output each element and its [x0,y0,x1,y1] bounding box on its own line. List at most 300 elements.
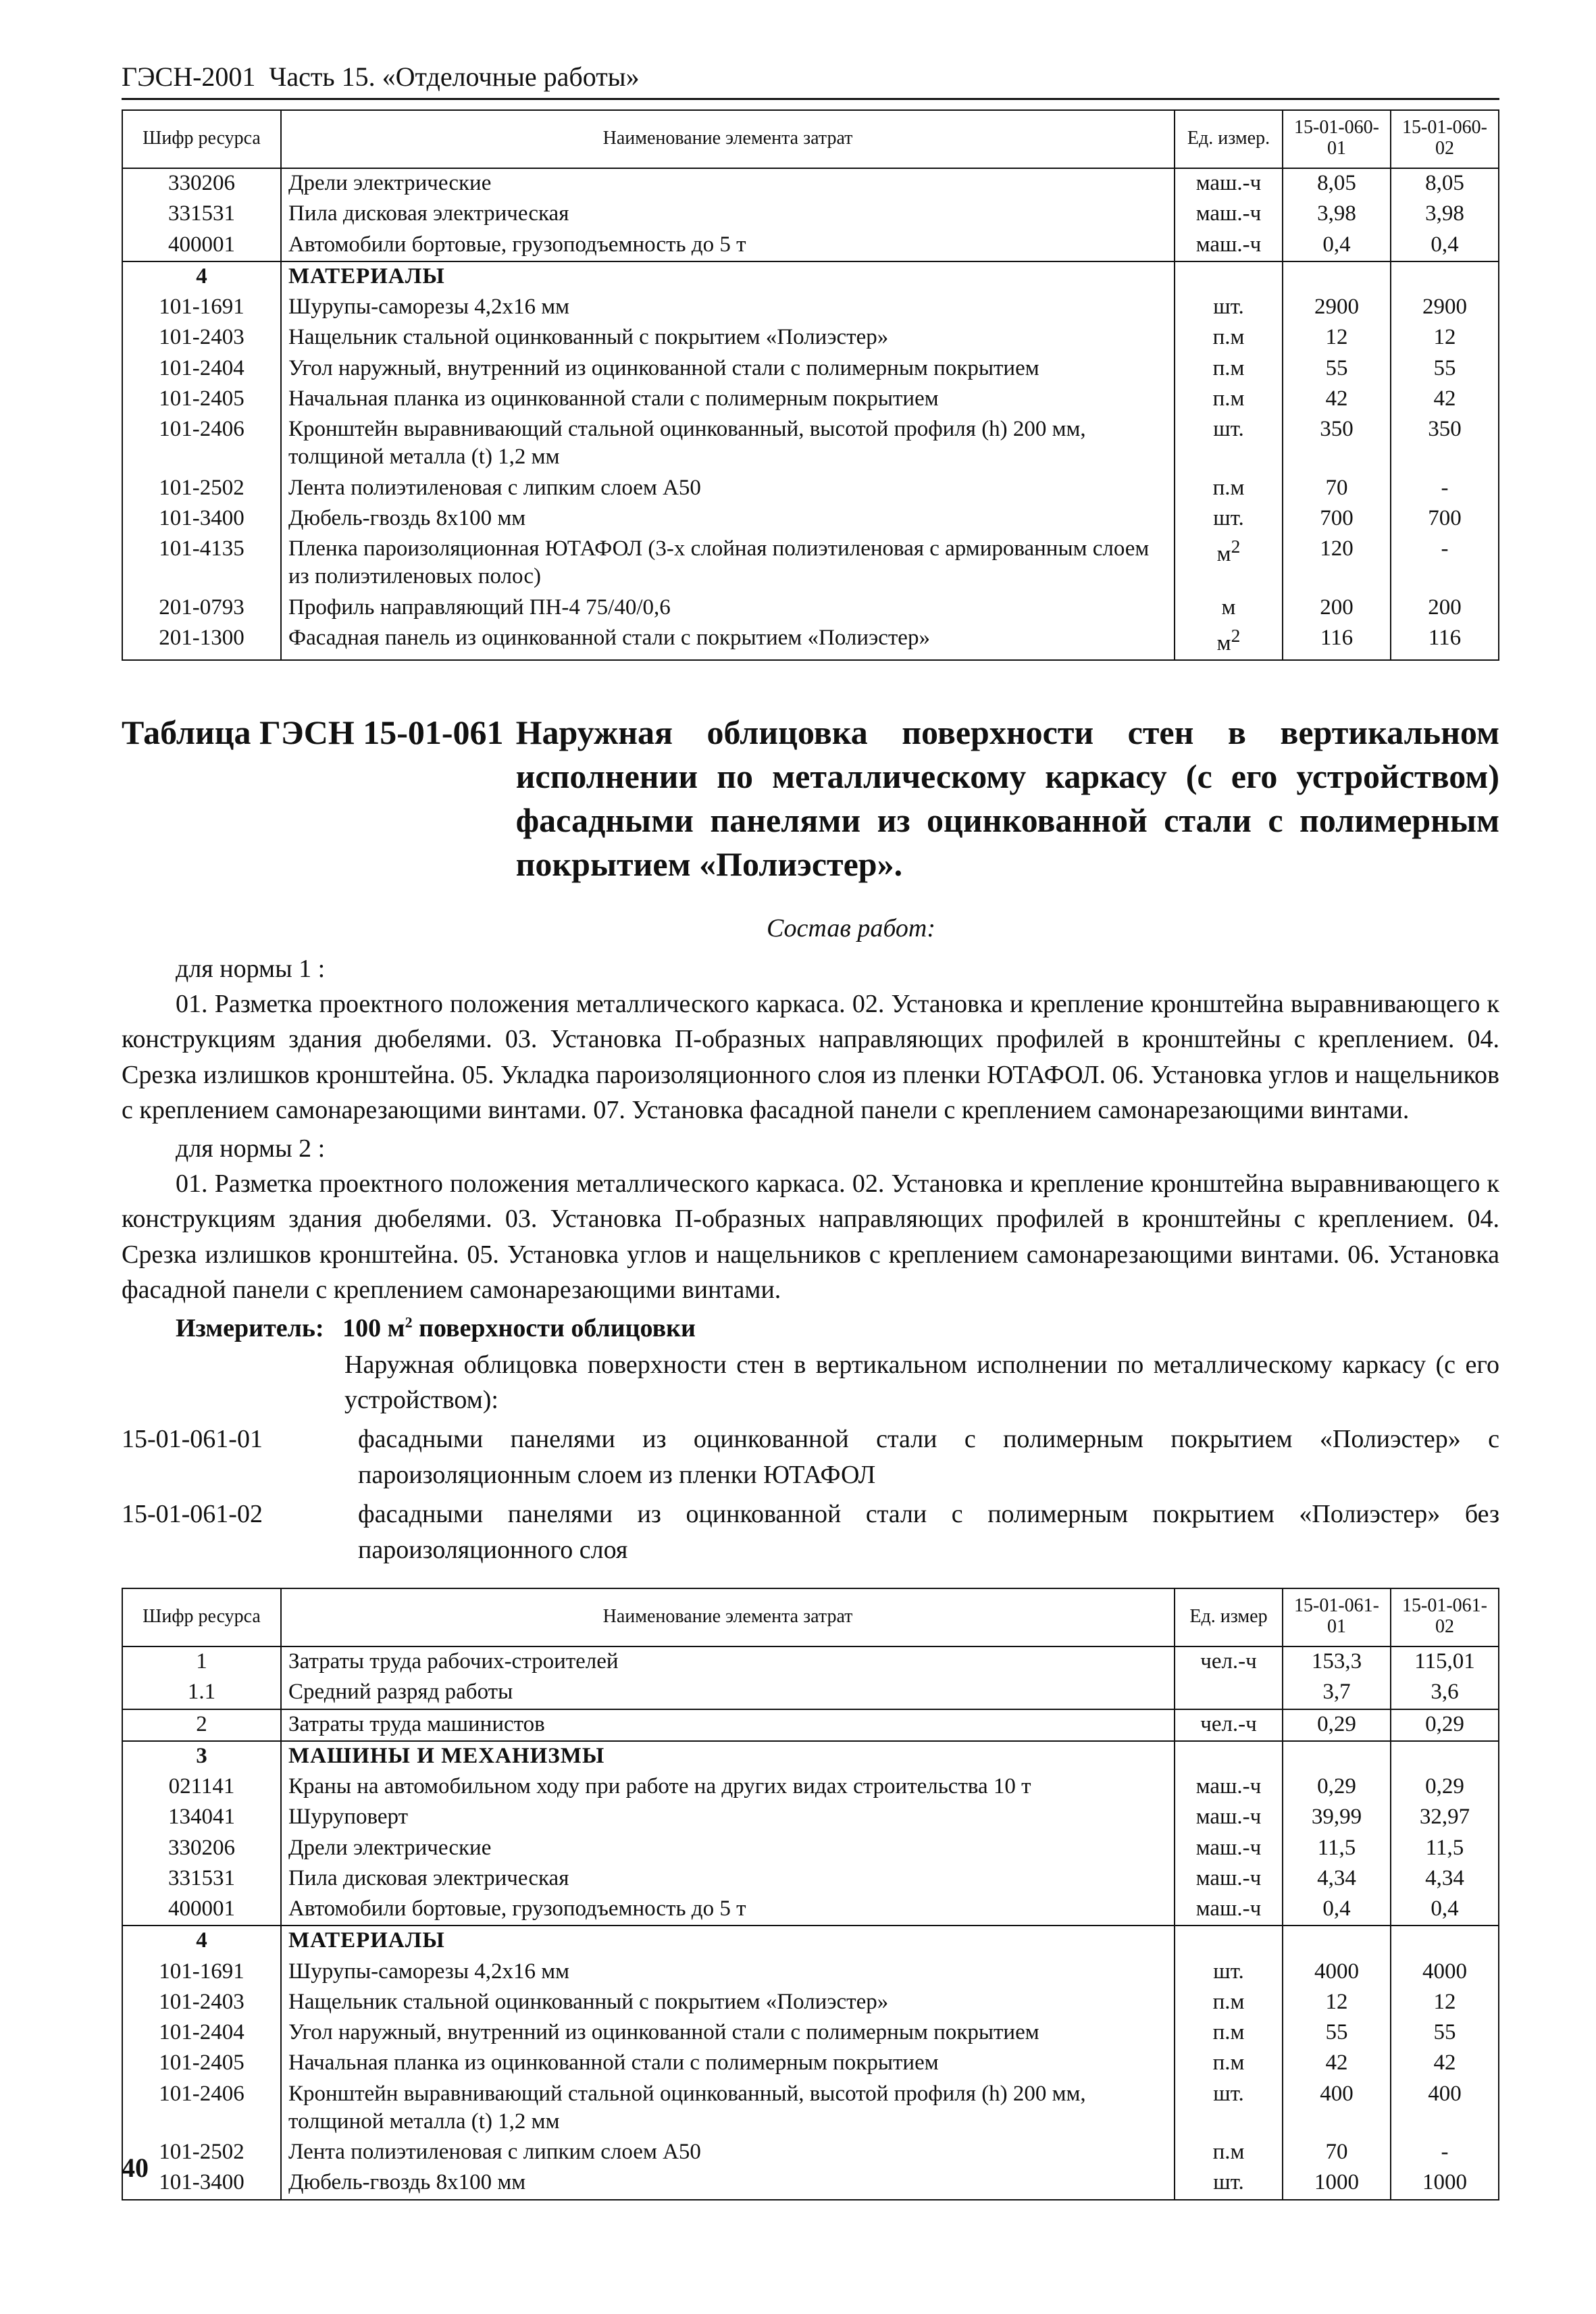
cell-name-text: МАШИНЫ И МЕХАНИЗМЫ [288,1743,605,1768]
cell-code [122,1957,281,1988]
cell-unit-text: маш.-ч [1195,1774,1262,1799]
cell-norm-1 [1283,2080,1391,2138]
cell-name-text: Пила дисковая электрическая [288,1865,569,1890]
table-row [122,1772,1499,1803]
measurer [176,1313,1499,1343]
cell-name [281,1926,1175,1957]
table-header-row [122,1588,1499,1646]
norm-2-text: 01. Разметка проектного положения металлического каркаса. 02. Установка и крепление кронштейна выравнивающего к конструкциям здания дюбелями. 03. Установка П-образных направляющих профилей в кронштейны с креплением. 04. Срезка излишков кронштейна. 05. Установка углов и нащельников с креплением самонарезающими винтами. 06. Установка фасадной панели с креплением самонарезающими винтами. [122,1169,1499,1305]
cell-code [122,1803,281,1833]
cell-name-text: Дюбель-гвоздь 8x100 мм [288,2170,526,2195]
cell-unit-text: м [1216,630,1231,655]
cell-unit-text: п.м [1212,2051,1245,2076]
cell-name [281,1709,1175,1741]
cell-unit-text: п.м [1212,2140,1245,2165]
cell-norm-1 [1283,168,1391,199]
unit-superscript: 2 [1231,536,1241,557]
cell-unit [1175,593,1283,624]
measurer-value: 100 м [342,1313,405,1342]
cell-name [281,2048,1175,2079]
cell-norm-1 [1283,534,1391,593]
norm-1-text: 01. Разметка проектного положения металлического каркаса. 02. Установка и крепление кронштейна выравнивающего к конструкциям здания дюбелями. 03. Установка П-образных направляющих профилей в кронштейны с креплением. 04. Срезка излишков кронштейна. 05. Укладка пароизоляционного слоя из пленки ЮТАФОЛ. 06. Установка углов и нащельников с креплением самонарезающими винтами. 07. Установка фасадной панели с креплением самонарезающими винтами. [122,990,1499,1125]
cell-norm-2-text: 12 [1433,325,1456,350]
cell-name [281,1678,1175,1709]
cell-unit-text: шт. [1213,417,1244,441]
header-code: ГЭСН-2001 [122,61,256,92]
cell-norm-2 [1391,230,1499,261]
cell-code-text: 101-2404 [159,2020,244,2045]
cell-name-text: Лента полиэтиленовая с липким слоем А50 [288,475,701,500]
cell-norm-2-text: 8,05 [1425,171,1464,195]
cell-norm-2-text: 3,98 [1425,201,1464,226]
cell-norm-2-text: 11,5 [1425,1835,1464,1860]
cell-unit [1175,624,1283,660]
cell-unit-text: п.м [1212,1989,1245,2014]
resource-table-1 [122,109,1499,661]
composition-caption: Состав работ: [766,914,936,942]
resource-table-2 [122,1588,1499,2200]
cell-unit [1175,504,1283,534]
cell-norm-1-text: 39,99 [1311,1805,1362,1830]
cell-code [122,323,281,353]
cell-norm-2 [1391,384,1499,415]
cell-unit-text: п.м [1212,325,1245,350]
cell-norm-2 [1391,1741,1499,1772]
cell-norm-2-text: 1000 [1422,2170,1467,2195]
cell-norm-2-text: 3,6 [1431,1680,1459,1705]
cell-code-text: 021141 [168,1774,235,1799]
cell-name [281,534,1175,593]
table-row [122,474,1499,504]
col-header-code: Шифр ресурса [122,1588,281,1646]
cell-code [122,1864,281,1894]
cell-unit [1175,323,1283,353]
cell-unit [1175,1709,1283,1741]
page-number: 40 [122,2153,149,2183]
cell-unit [1175,415,1283,474]
cell-name-text: Профиль направляющий ПН-4 75/40/0,6 [288,595,671,620]
cell-name [281,354,1175,384]
cell-unit-text: маш.-ч [1195,171,1262,195]
cell-norm-2 [1391,534,1499,593]
cell-unit-text: чел.-ч [1200,1711,1257,1736]
table-row [122,504,1499,534]
cell-norm-2 [1391,1709,1499,1741]
table-row [122,293,1499,323]
cell-name [281,2018,1175,2048]
cell-norm-2 [1391,1678,1499,1709]
cell-norm-1-text: 70 [1325,2140,1348,2165]
cell-norm-1-text: 0,4 [1322,232,1351,257]
cell-norm-2 [1391,1803,1499,1833]
cell-name [281,199,1175,230]
cell-code [122,593,281,624]
cell-norm-2-text: 116 [1428,625,1462,650]
cell-norm-2 [1391,261,1499,293]
cell-name-text: Начальная планка из оцинкованной стали с полимерным покрытием [288,386,939,411]
cell-code-text: 400001 [168,232,235,257]
cell-name [281,2138,1175,2168]
cell-name-text: Начальная планка из оцинкованной стали с полимерным покрытием [288,2051,939,2076]
cell-unit-text: п.м [1212,2020,1245,2045]
cell-code-text: 330206 [168,171,235,195]
cell-norm-1-text: 4000 [1314,1959,1359,1984]
cell-norm-1-text: 42 [1325,386,1348,411]
table-row [122,1894,1499,1926]
cell-norm-1 [1283,2168,1391,2199]
cell-code-text: 101-3400 [159,505,244,530]
cell-unit-text: п.м [1212,355,1245,380]
cell-name [281,1803,1175,1833]
cell-unit-text: м [1216,542,1231,566]
cell-name [281,1646,1175,1678]
table-header-row [122,110,1499,168]
cell-name [281,1894,1175,1926]
table-row [122,624,1499,660]
cell-name-text: МАТЕРИАЛЫ [288,263,445,288]
cell-norm-1-text: 350 [1320,417,1354,441]
table-title [122,711,1499,886]
cell-norm-1 [1283,1926,1391,1957]
cell-norm-1-text: 42 [1325,2051,1348,2076]
cell-norm-2 [1391,504,1499,534]
cell-code [122,2018,281,2048]
cell-norm-2-text: 12 [1433,1989,1456,2014]
cell-norm-1-text: 116 [1320,625,1354,650]
cell-norm-2-text: 4000 [1422,1959,1467,1984]
cell-norm-1 [1283,354,1391,384]
cell-unit-text: шт. [1213,505,1244,530]
cell-name-text: Кронштейн выравнивающий стальной оцинкованный, высотой профиля (h) 200 мм, толщиной металла (t) 1,2 мм [288,2081,1086,2134]
cell-code [122,504,281,534]
cell-unit [1175,1741,1283,1772]
cell-norm-1 [1283,1894,1391,1926]
cell-unit-text: п.м [1212,386,1245,411]
cell-name-text: Дюбель-гвоздь 8x100 мм [288,505,526,530]
cell-norm-2 [1391,1957,1499,1988]
table-row [122,593,1499,624]
cell-norm-1 [1283,1741,1391,1772]
col-header-norm-1: 15-01-061-01 [1283,1588,1391,1646]
table-row [122,354,1499,384]
cell-code [122,384,281,415]
cell-unit-text: шт. [1213,2081,1244,2106]
cell-norm-2 [1391,474,1499,504]
cell-code [122,534,281,593]
cell-unit-text: шт. [1213,1959,1244,1984]
cell-norm-1 [1283,1646,1391,1678]
cell-code [122,199,281,230]
cell-norm-2 [1391,2048,1499,2079]
cell-norm-2-text: 350 [1428,417,1462,441]
cell-name-text: Нащельник стальной оцинкованный с покрытием «Полиэстер» [288,325,889,350]
cell-norm-1 [1283,504,1391,534]
cell-code-text: 101-2406 [159,2081,244,2106]
col-header-code: Шифр ресурса [122,110,281,168]
measurer-label: Измеритель: [176,1313,324,1342]
table-row [122,2168,1499,2199]
cell-code-text: 101-2403 [159,1989,244,2014]
cell-code [122,1646,281,1678]
cell-code-text: 101-1691 [159,1959,244,1984]
cell-norm-1 [1283,261,1391,293]
cell-name-text: Дрели электрические [288,171,492,195]
document-page [122,61,1499,2200]
table-row [122,1988,1499,2018]
col-header-name: Наименование элемента затрат [281,110,1175,168]
cell-unit-text: п.м [1212,475,1245,500]
cell-norm-1 [1283,1834,1391,1864]
cell-code-text: 101-2406 [159,417,244,441]
cell-norm-2-text: 55 [1433,355,1456,380]
cell-name-text: Угол наружный, внутренний из оцинкованной стали с полимерным покрытием [288,355,1039,380]
cell-name [281,504,1175,534]
cell-code [122,1772,281,1803]
cell-code [122,1988,281,2018]
table-row [122,534,1499,593]
cell-norm-1-text: 700 [1320,505,1354,530]
cell-norm-1-text: 70 [1325,475,1348,500]
cell-name-text: Автомобили бортовые, грузоподъемность до 5 т [288,232,746,257]
header-part: Часть 15. «Отделочные работы» [269,61,640,92]
cell-norm-2-text: 200 [1428,595,1462,620]
cell-norm-1 [1283,1709,1391,1741]
cell-code-text: 1.1 [187,1680,216,1705]
cell-name [281,415,1175,474]
cell-unit [1175,168,1283,199]
cell-norm-2 [1391,323,1499,353]
cell-name [281,2080,1175,2138]
cell-name-text: Пленка пароизоляционная ЮТАФОЛ (3-х слойная полиэтиленовая с армированным слоем из полиэтиленовых полос) [288,536,1150,589]
cell-norm-1-text: 55 [1325,355,1348,380]
cell-name [281,474,1175,504]
variant-text: фасадными панелями из оцинкованной стали с полимерным покрытием «Полиэстер» с пароизоляционным слоем из пленки ЮТАФОЛ [358,1425,1499,1489]
cell-name [281,261,1175,293]
cell-name-text: Дрели электрические [288,1835,492,1860]
cell-name-text: Нащельник стальной оцинкованный с покрытием «Полиэстер» [288,1989,889,2014]
table-section-row [122,1926,1499,1957]
cell-name [281,1772,1175,1803]
cell-norm-1-text: 8,05 [1317,171,1356,195]
col-header-norm-1: 15-01-060-01 [1283,110,1391,168]
cell-name-text: Лента полиэтиленовая с липким слоем А50 [288,2140,701,2165]
cell-norm-1 [1283,1772,1391,1803]
cell-name-text: Фасадная панель из оцинкованной стали с покрытием «Полиэстер» [288,625,930,650]
cell-norm-2 [1391,2168,1499,2199]
cell-name [281,230,1175,261]
cell-code [122,1741,281,1772]
cell-norm-1 [1283,1864,1391,1894]
cell-norm-2-text: 55 [1433,2020,1456,2045]
cell-norm-2-text: 0,4 [1431,232,1459,257]
cell-unit-text: м [1221,595,1236,620]
variant-item [122,1496,1499,1567]
cell-norm-1 [1283,1988,1391,2018]
table-row [122,1646,1499,1678]
cell-code-text: 331531 [168,1865,235,1890]
cell-unit [1175,474,1283,504]
cell-unit [1175,1803,1283,1833]
cell-name [281,2168,1175,2199]
cell-name [281,323,1175,353]
cell-norm-2 [1391,1988,1499,2018]
cell-code [122,1894,281,1926]
cell-code-text: 331531 [168,201,235,226]
unit-superscript: 2 [1231,624,1241,646]
cell-unit-text: маш.-ч [1195,232,1262,257]
cell-norm-1 [1283,2018,1391,2048]
table-row [122,199,1499,230]
cell-unit [1175,1864,1283,1894]
cell-norm-1 [1283,2048,1391,2079]
cell-norm-2 [1391,293,1499,323]
cell-norm-1-text: 55 [1325,2020,1348,2045]
cell-unit [1175,2138,1283,2168]
table-row [122,2080,1499,2138]
cell-norm-2 [1391,1926,1499,1957]
variant-code: 15-01-061-02 [122,1500,263,1529]
cell-unit [1175,293,1283,323]
table-section-row [122,261,1499,293]
cell-norm-1 [1283,593,1391,624]
cell-unit-text: маш.-ч [1195,1865,1262,1890]
cell-code-text: 201-0793 [159,595,244,620]
col-header-norm-2: 15-01-060-02 [1391,110,1499,168]
cell-norm-1-text: 3,7 [1322,1680,1351,1705]
cell-norm-1-text: 2900 [1314,295,1359,319]
cell-norm-1 [1283,230,1391,261]
cell-unit [1175,1772,1283,1803]
variants-intro: Наружная облицовка поверхности стен в вертикальном исполнении по металлическому каркасу (с его устройством): [344,1350,1499,1414]
cell-norm-1 [1283,323,1391,353]
table-row [122,1957,1499,1988]
col-header-norm-2: 15-01-061-02 [1391,1588,1499,1646]
cell-code-text: 101-2502 [159,475,244,500]
cell-code-text: 4 [196,263,207,288]
cell-code-text: 101-3400 [159,2170,244,2195]
cell-unit [1175,1988,1283,2018]
cell-unit [1175,1646,1283,1678]
cell-name [281,1741,1175,1772]
table-row [122,1803,1499,1833]
cell-norm-1 [1283,199,1391,230]
cell-norm-2 [1391,415,1499,474]
variant-item [122,1422,1499,1492]
cell-norm-1-text: 153,3 [1311,1649,1362,1674]
running-head [122,61,1499,100]
table-row [122,384,1499,415]
cell-unit [1175,2080,1283,2138]
cell-code-text: 400001 [168,1896,235,1921]
norm-2-label: для нормы 2 : [176,1134,326,1163]
cell-norm-1 [1283,474,1391,504]
col-header-unit: Ед. измер [1175,1588,1283,1646]
cell-code [122,2080,281,2138]
cell-code [122,354,281,384]
cell-code-text: 2 [196,1711,207,1736]
cell-norm-1-text: 12 [1325,325,1348,350]
cell-unit [1175,2048,1283,2079]
cell-unit [1175,384,1283,415]
cell-norm-2-text: 32,97 [1419,1805,1470,1830]
cell-norm-2 [1391,199,1499,230]
cell-name-text: Шурупы-саморезы 4,2x16 мм [288,1959,570,1984]
cell-name-text: Угол наружный, внутренний из оцинкованной стали с полимерным покрытием [288,2020,1039,2045]
table-row [122,323,1499,353]
table-body [122,168,1499,660]
cell-norm-2-text: - [1441,536,1449,561]
cell-norm-2 [1391,1864,1499,1894]
cell-norm-2-text: 4,34 [1425,1865,1464,1890]
cell-name-text: Пила дисковая электрическая [288,201,569,226]
cell-unit [1175,354,1283,384]
table-row [122,1709,1499,1741]
cell-norm-1-text: 0,29 [1317,1774,1356,1799]
cell-code [122,168,281,199]
cell-code-text: 101-2502 [159,2140,244,2165]
cell-unit [1175,261,1283,293]
cell-name-text: Средний разряд работы [288,1680,513,1705]
cell-name-text: Шурупы-саморезы 4,2x16 мм [288,295,570,319]
cell-norm-2 [1391,2080,1499,2138]
cell-norm-2 [1391,2018,1499,2048]
cell-norm-1 [1283,293,1391,323]
cell-norm-2 [1391,2138,1499,2168]
table-row [122,230,1499,261]
cell-name-text: Затраты труда машинистов [288,1711,545,1736]
cell-norm-2 [1391,1646,1499,1678]
cell-unit [1175,230,1283,261]
cell-norm-1-text: 0,29 [1317,1711,1356,1736]
cell-name [281,1864,1175,1894]
cell-norm-2 [1391,1894,1499,1926]
cell-norm-1-text: 4,34 [1317,1865,1356,1890]
cell-code [122,230,281,261]
cell-norm-2-text: 400 [1428,2081,1462,2106]
cell-norm-2-text: 700 [1428,505,1462,530]
cell-code [122,293,281,323]
table-row [122,1678,1499,1709]
cell-norm-1-text: 400 [1320,2081,1354,2106]
cell-code-text: 101-1691 [159,295,244,319]
cell-norm-1-text: 11,5 [1317,1835,1356,1860]
cell-norm-1 [1283,384,1391,415]
table-row [122,168,1499,199]
table-title-text: Наружная облицовка поверхности стен в вертикальном исполнении по металлическому каркасу (с его устройством) фасадными панелями из оцинкованной стали с полимерным покрытием «Полиэстер». [515,713,1499,883]
cell-unit [1175,1678,1283,1709]
cell-norm-2-text: - [1441,475,1449,500]
cell-code [122,474,281,504]
cell-code [122,261,281,293]
cell-unit-text: маш.-ч [1195,1805,1262,1830]
cell-name [281,168,1175,199]
cell-unit [1175,2168,1283,2199]
cell-code [122,1709,281,1741]
cell-name [281,624,1175,660]
col-header-name: Наименование элемента затрат [281,1588,1175,1646]
cell-unit-text: чел.-ч [1200,1649,1257,1674]
cell-code [122,2048,281,2079]
cell-code-text: 330206 [168,1835,235,1860]
cell-norm-1-text: 0,4 [1322,1896,1351,1921]
cell-norm-2 [1391,168,1499,199]
cell-unit-text: маш.-ч [1195,201,1262,226]
cell-name [281,593,1175,624]
cell-norm-2-text: 42 [1433,2051,1456,2076]
cell-code-text: 134041 [168,1805,235,1830]
cell-norm-2 [1391,593,1499,624]
cell-norm-1 [1283,415,1391,474]
